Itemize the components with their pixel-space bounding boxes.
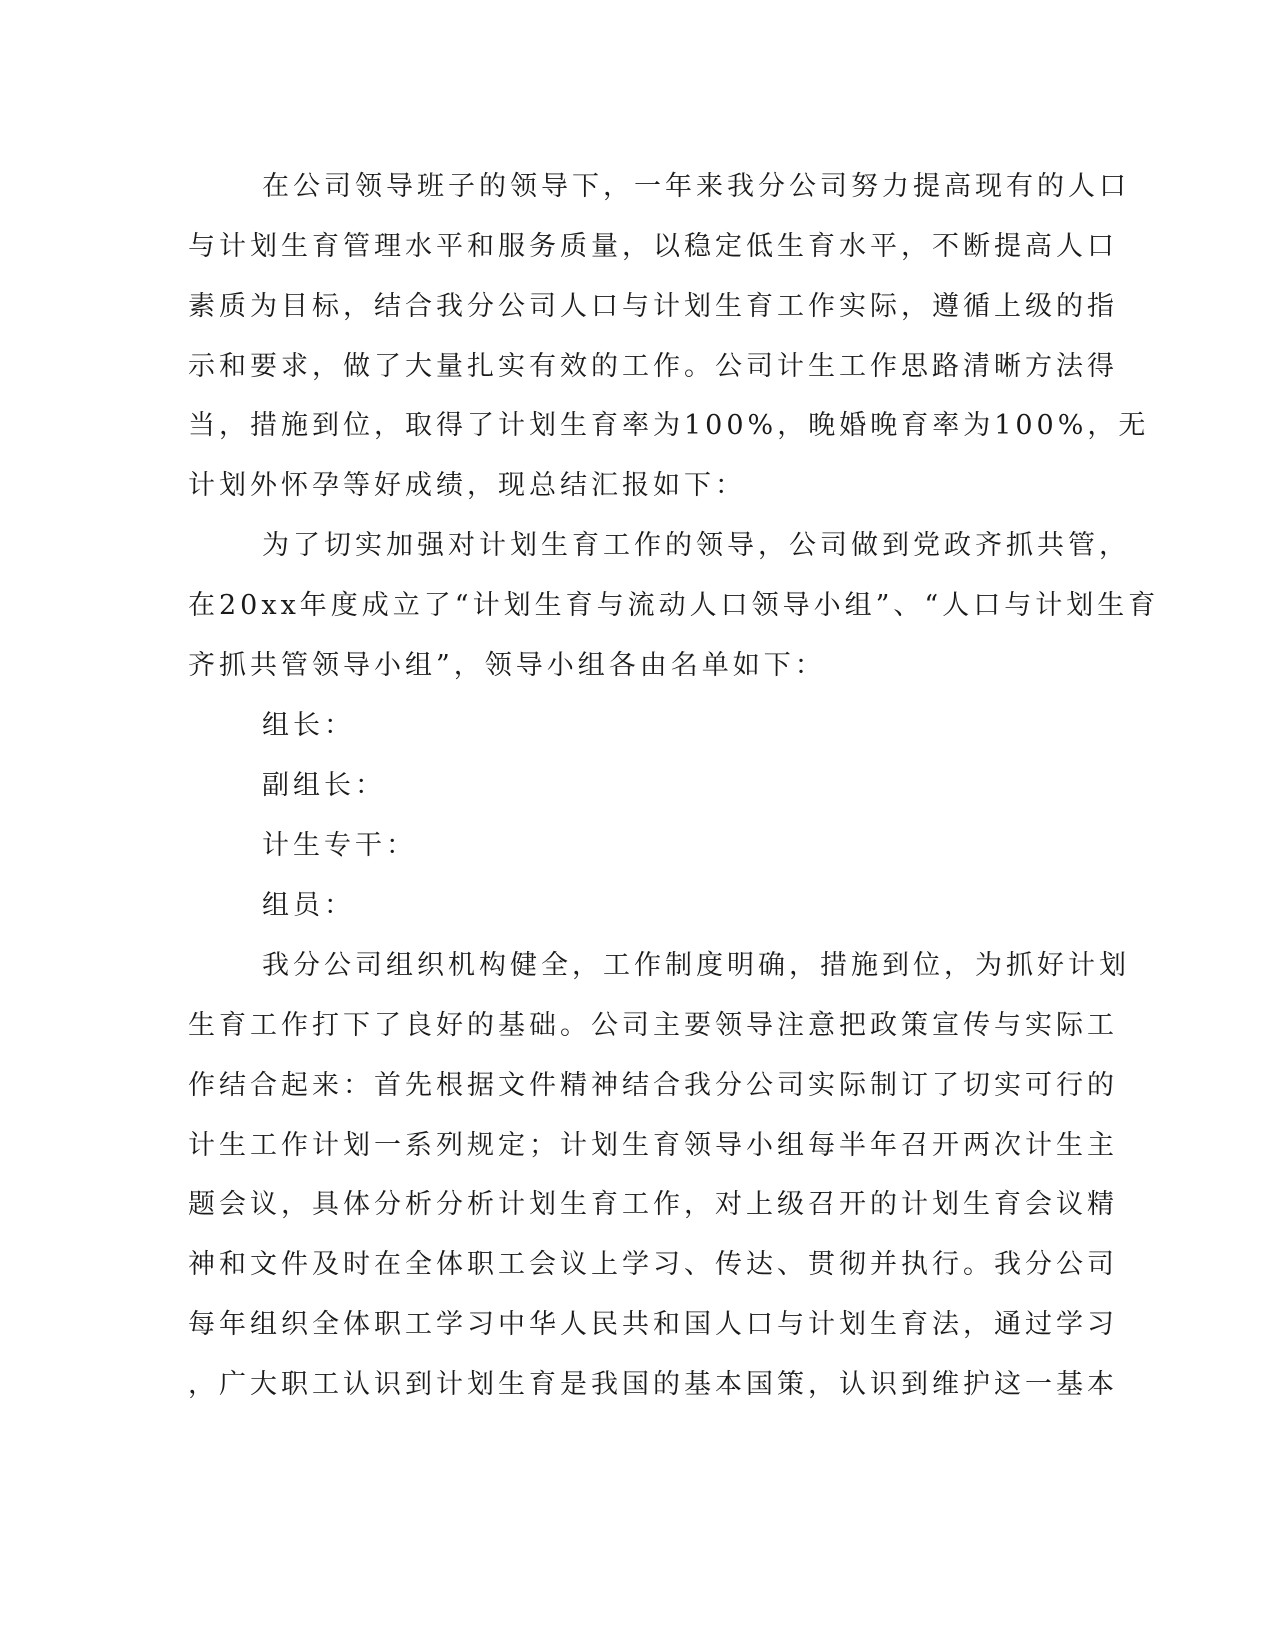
paragraph-3-line-7: 每年组织全体职工学习中华人民共和国人口与计划生育法，通过学习 bbox=[188, 1309, 1118, 1340]
family-planning-officer-label: 计生专干： bbox=[262, 830, 417, 861]
group-leader-label: 组长： bbox=[262, 710, 355, 741]
paragraph-3-line-2: 生育工作打下了良好的基础。公司主要领导注意把政策宣传与实际工 bbox=[188, 1010, 1118, 1041]
paragraph-1-line-3: 素质为目标，结合我分公司人口与计划生育工作实际，遵循上级的指 bbox=[188, 291, 1118, 322]
paragraph-1-line-6: 计划外怀孕等好成绩，现总结汇报如下： bbox=[188, 470, 746, 501]
paragraph-1-line-5: 当，措施到位，取得了计划生育率为100%，晚婚晚育率为100%，无 bbox=[188, 410, 1150, 441]
paragraph-3-line-1: 我分公司组织机构健全，工作制度明确，措施到位，为抓好计划 bbox=[262, 950, 1130, 981]
paragraph-2-line-3: 齐抓共管领导小组”，领导小组各由名单如下： bbox=[188, 650, 826, 681]
deputy-leader-label: 副组长： bbox=[262, 770, 386, 801]
paragraph-3-line-8: ，广大职工认识到计划生育是我国的基本国策，认识到维护这一基本 bbox=[188, 1369, 1118, 1400]
paragraph-1-line-1: 在公司领导班子的领导下，一年来我分公司努力提高现有的人口 bbox=[262, 171, 1130, 202]
paragraph-3-line-6: 神和文件及时在全体职工会议上学习、传达、贯彻并执行。我分公司 bbox=[188, 1249, 1118, 1280]
group-member-label: 组员： bbox=[262, 890, 355, 921]
paragraph-3-line-5: 题会议，具体分析分析计划生育工作，对上级召开的计划生育会议精 bbox=[188, 1189, 1118, 1220]
paragraph-2-line-2: 在20xx年度成立了“计划生育与流动人口领导小组”、“人口与计划生育 bbox=[188, 590, 1160, 621]
paragraph-1-line-4: 示和要求，做了大量扎实有效的工作。公司计生工作思路清晰方法得 bbox=[188, 351, 1118, 382]
paragraph-1-line-2: 与计划生育管理水平和服务质量，以稳定低生育水平，不断提高人口 bbox=[188, 231, 1118, 262]
paragraph-2-line-1: 为了切实加强对计划生育工作的领导，公司做到党政齐抓共管， bbox=[262, 530, 1130, 561]
paragraph-3-line-4: 计生工作计划一系列规定；计划生育领导小组每半年召开两次计生主 bbox=[188, 1130, 1118, 1161]
paragraph-3-line-3: 作结合起来：首先根据文件精神结合我分公司实际制订了切实可行的 bbox=[188, 1070, 1118, 1101]
